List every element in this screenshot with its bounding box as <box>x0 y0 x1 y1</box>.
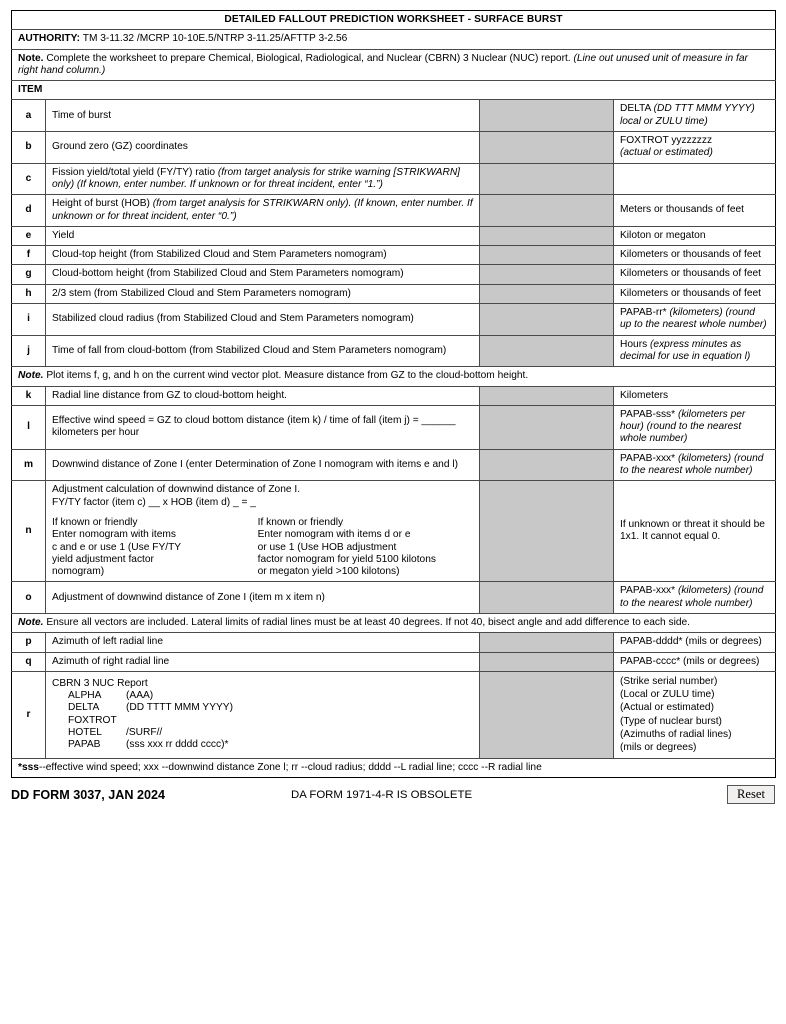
row-unit-n: If unknown or threat it should be 1x1. It cannot equal 0. <box>614 481 776 582</box>
authority-row <box>12 30 776 49</box>
table-row-k <box>12 386 776 405</box>
row-letter-o: o <box>12 582 46 614</box>
table-row-l <box>12 405 776 449</box>
row-letter-i: i <box>12 304 46 336</box>
entry-field-r[interactable] <box>480 671 614 758</box>
unit-italic-l: (kilometers per hour) (round to the nearest whole number) <box>620 408 746 445</box>
row-unit-e: Kiloton or megaton <box>614 226 776 245</box>
n-two-columns <box>52 517 473 578</box>
row-letter-h: h <box>12 284 46 303</box>
table-row-n <box>12 481 776 582</box>
top-note-text: Complete the worksheet to prepare Chemical, Biological, Radiological, and Nuclear (CBRN) 3 Nuclear (NUC) report. <box>46 52 571 64</box>
row-desc-l: Effective wind speed = GZ to cloud bottom distance (item k) / time of fall (item j) = ______ kilometers per hour <box>46 405 480 449</box>
cbrn-report-line <box>52 727 473 739</box>
table-row-d <box>12 195 776 227</box>
entry-field-e[interactable] <box>480 226 614 245</box>
row-desc-c <box>46 163 480 195</box>
unit-plain-b: FOXTROT yyzzzzzz <box>620 135 713 147</box>
row-unit-i <box>614 304 776 336</box>
n-line-1: Adjustment calculation of downwind distance of Zone I. <box>52 484 301 496</box>
table-row-c <box>12 163 776 195</box>
unit-italic-b: (actual or estimated) <box>620 147 713 159</box>
row-letter-e: e <box>12 226 46 245</box>
row-unit-b <box>614 132 776 164</box>
entry-field-b[interactable] <box>480 132 614 164</box>
n-line-2: FY/TY factor (item c) __ x HOB (item d) _ = _ <box>52 496 256 508</box>
row-letter-n: n <box>12 481 46 582</box>
row-letter-m: m <box>12 449 46 481</box>
row-unit-g: Kilometers or thousands of feet <box>614 265 776 284</box>
unit-plain-j: Hours <box>620 338 651 350</box>
note-vectors-text: Ensure all vectors are included. Lateral limits of radial lines must be at least 40 degrees. If not 40, bisect angle and add difference to each side. <box>46 616 691 628</box>
row-letter-j: j <box>12 335 46 367</box>
unit-italic-a: (DD TTT MMM YYYY) local or ZULU time) <box>620 103 755 127</box>
unit-italic-i: (kilometers) (round up to the nearest whole number) <box>620 307 767 331</box>
n-right-line: or use 1 (Use HOB adjustment <box>257 541 397 553</box>
n-left-line: If known or friendly <box>52 516 138 528</box>
row-letter-d: d <box>12 195 46 227</box>
row-unit-j <box>614 335 776 367</box>
entry-field-l[interactable] <box>480 405 614 449</box>
entry-field-p[interactable] <box>480 633 614 652</box>
row-letter-k: k <box>12 386 46 405</box>
note-fgh-row <box>12 367 776 386</box>
row-unit-l <box>614 405 776 449</box>
row-desc-n <box>46 481 480 582</box>
row-unit-k: Kilometers <box>614 386 776 405</box>
entry-field-o[interactable] <box>480 582 614 614</box>
desc-italic-c: (from target analysis for strike warning [STRIKWARN] only) (If known, enter number. If unknown or for threat incident, enter “1.”) <box>52 166 461 190</box>
table-row-q <box>12 652 776 671</box>
cbrn-line-label: ALPHA <box>68 690 102 702</box>
row-unit-f: Kilometers or thousands of feet <box>614 246 776 265</box>
cbrn-line-label: FOXTROT <box>68 714 117 726</box>
note-fgh-text: Plot items f, g, and h on the current wind vector plot. Measure distance from GZ to the cloud-bottom height. <box>46 370 529 382</box>
note-vectors-row <box>12 613 776 632</box>
entry-field-d[interactable] <box>480 195 614 227</box>
row-unit-p: PAPAB-dddd* (mils or degrees) <box>614 633 776 652</box>
n-left-line: c and e or use 1 (Use FY/TY <box>52 541 182 553</box>
row-desc-i: Stabilized cloud radius (from Stabilized Cloud and Stem Parameters nomogram) <box>46 304 480 336</box>
form-footer <box>11 782 775 808</box>
row-desc-k: Radial line distance from GZ to cloud-bottom height. <box>46 386 480 405</box>
row-unit-h: Kilometers or thousands of feet <box>614 284 776 303</box>
form-identifier: DD FORM 3037, JAN 2024 <box>11 787 165 802</box>
row-desc-p: Azimuth of left radial line <box>46 633 480 652</box>
row-unit-a <box>614 100 776 132</box>
top-note-label: Note. <box>18 52 44 64</box>
row-letter-b: b <box>12 132 46 164</box>
n-left-line: yield adjustment factor <box>52 553 154 565</box>
authority-line <box>12 30 776 49</box>
table-row-r <box>12 671 776 758</box>
desc-plain-d: Height of burst (HOB) <box>52 198 153 210</box>
entry-field-c[interactable] <box>480 163 614 195</box>
unit-plain-a: DELTA <box>620 103 654 115</box>
unit-line-r: (mils or degrees) <box>620 742 697 754</box>
entry-field-q[interactable] <box>480 652 614 671</box>
unit-plain-i: PAPAB-rr* <box>620 307 670 319</box>
cbrn-report-line <box>52 739 473 751</box>
note-vectors <box>12 613 776 632</box>
unit-line-r: (Type of nuclear burst) <box>620 715 722 727</box>
cbrn-line-label: HOTEL <box>68 727 102 739</box>
row-letter-f: f <box>12 246 46 265</box>
n-right-line: or megaton yield >100 kilotons) <box>257 566 400 578</box>
unit-italic-j: (express minutes as decimal for use in equation l) <box>620 338 751 362</box>
footnote-marker: *sss <box>18 761 39 773</box>
n-left-line: Enter nomogram with items <box>52 529 176 541</box>
entry-field-g[interactable] <box>480 265 614 284</box>
entry-field-h[interactable] <box>480 284 614 303</box>
entry-field-k[interactable] <box>480 386 614 405</box>
obsolete-notice: DA FORM 1971-4-R IS OBSOLETE <box>291 788 473 801</box>
row-desc-o: Adjustment of downwind distance of Zone I (item m x item n) <box>46 582 480 614</box>
page-title: DETAILED FALLOUT PREDICTION WORKSHEET - SURFACE BURST <box>12 11 776 30</box>
entry-field-m[interactable] <box>480 449 614 481</box>
footnote-text: --effective wind speed; xxx --downwind distance Zone l; rr --cloud radius; dddd --L radial line; cccc --R radial line <box>38 761 542 773</box>
row-desc-q: Azimuth of right radial line <box>46 652 480 671</box>
n-right-line: Enter nomogram with items d or e <box>257 529 411 541</box>
authority-label: AUTHORITY: <box>18 33 81 45</box>
row-letter-p: p <box>12 633 46 652</box>
reset-button[interactable]: Reset <box>727 785 775 804</box>
note-fgh-label: Note. <box>18 370 44 382</box>
cbrn-report-title: CBRN 3 NUC Report <box>52 677 148 689</box>
unit-italic-o: (kilometers) (round to the nearest whole number) <box>620 585 764 609</box>
table-row-i <box>12 304 776 336</box>
row-unit-c <box>614 163 776 195</box>
entry-field-i[interactable] <box>480 304 614 336</box>
row-desc-r <box>46 671 480 758</box>
unit-line-r: (Local or ZULU time) <box>620 689 715 701</box>
table-row-b <box>12 132 776 164</box>
row-letter-c: c <box>12 163 46 195</box>
entry-field-a[interactable] <box>480 100 614 132</box>
note-vectors-label: Note. <box>18 616 44 628</box>
unit-plain-m: PAPAB-xxx* <box>620 452 678 464</box>
top-note-italic: (Line out unused unit of measure in far right hand column.) <box>18 52 748 76</box>
entry-field-n[interactable] <box>480 481 614 582</box>
unit-plain-l: PAPAB-sss* <box>620 408 678 420</box>
row-desc-e: Yield <box>46 226 480 245</box>
row-desc-a: Time of burst <box>46 100 480 132</box>
cbrn-report-line <box>52 690 473 702</box>
desc-plain-c: Fission yield/total yield (FY/TY) ratio <box>52 166 218 178</box>
footnote-row <box>12 758 776 777</box>
cbrn-line-value: (DD TTTT MMM YYYY) <box>126 702 233 714</box>
top-note <box>12 49 776 81</box>
unit-italic-m: (kilometers) (round to the nearest whole number) <box>620 452 764 477</box>
n-right-line: factor nomogram for yield 5100 kilotons <box>257 553 436 565</box>
n-column-right <box>258 517 473 578</box>
row-unit-o <box>614 582 776 614</box>
item-header-row <box>12 81 776 100</box>
row-desc-j: Time of fall from cloud-bottom (from Stabilized Cloud and Stem Parameters nomogram) <box>46 335 480 367</box>
table-row-h <box>12 284 776 303</box>
row-letter-l: l <box>12 405 46 449</box>
row-desc-m: Downwind distance of Zone I (enter Determination of Zone I nomogram with items e and l) <box>46 449 480 481</box>
desc-italic-d: (from target analysis for STRIKWARN only). (If known, enter number. If unknown or for threat incident, enter “0.”) <box>52 198 473 222</box>
row-unit-d: Meters or thousands of feet <box>614 195 776 227</box>
entry-field-j[interactable] <box>480 335 614 367</box>
table-row-o <box>12 582 776 614</box>
cbrn-line-value: (sss xxx rr dddd cccc)* <box>126 739 229 751</box>
fallout-prediction-worksheet-table <box>11 10 776 778</box>
row-letter-g: g <box>12 265 46 284</box>
item-column-header: ITEM <box>12 81 776 100</box>
unit-line-r: (Azimuths of radial lines) <box>620 729 732 741</box>
table-row-f <box>12 246 776 265</box>
footnote <box>12 758 776 777</box>
cbrn-report-line <box>52 702 473 714</box>
row-letter-q: q <box>12 652 46 671</box>
unit-line-r: (Strike serial number) <box>620 675 718 687</box>
table-row-g <box>12 265 776 284</box>
cbrn-report-line <box>52 715 473 727</box>
row-desc-g: Cloud-bottom height (from Stabilized Cloud and Stem Parameters nomogram) <box>46 265 480 284</box>
row-letter-a: a <box>12 100 46 132</box>
top-note-row <box>12 49 776 81</box>
title-row <box>12 11 776 30</box>
table-row-a <box>12 100 776 132</box>
cbrn-line-label: DELTA <box>68 702 100 714</box>
entry-field-f[interactable] <box>480 246 614 265</box>
authority-value: TM 3-11.32 /MCRP 10-10E.5/NTRP 3-11.25/AFTTP 3-2.56 <box>82 33 348 45</box>
n-right-line: If known or friendly <box>257 516 344 528</box>
row-unit-m <box>614 449 776 481</box>
cbrn-line-label: PAPAB <box>68 739 101 751</box>
table-row-m <box>12 449 776 481</box>
row-desc-h: 2/3 stem (from Stabilized Cloud and Stem Parameters nomogram) <box>46 284 480 303</box>
row-desc-f: Cloud-top height (from Stabilized Cloud and Stem Parameters nomogram) <box>46 246 480 265</box>
note-fgh <box>12 367 776 386</box>
row-letter-r: r <box>12 671 46 758</box>
cbrn-line-value: /SURF// <box>126 727 163 739</box>
unit-line-r: (Actual or estimated) <box>620 702 714 714</box>
unit-plain-o: PAPAB-xxx* <box>620 585 678 597</box>
table-row-e <box>12 226 776 245</box>
row-unit-r <box>614 671 776 758</box>
table-row-p <box>12 633 776 652</box>
row-desc-d <box>46 195 480 227</box>
cbrn-line-value: (AAA) <box>126 690 154 702</box>
table-row-j <box>12 335 776 367</box>
n-left-line: nomogram) <box>52 566 105 578</box>
n-column-left <box>52 517 258 578</box>
row-desc-b: Ground zero (GZ) coordinates <box>46 132 480 164</box>
row-unit-q: PAPAB-cccc* (mils or degrees) <box>614 652 776 671</box>
